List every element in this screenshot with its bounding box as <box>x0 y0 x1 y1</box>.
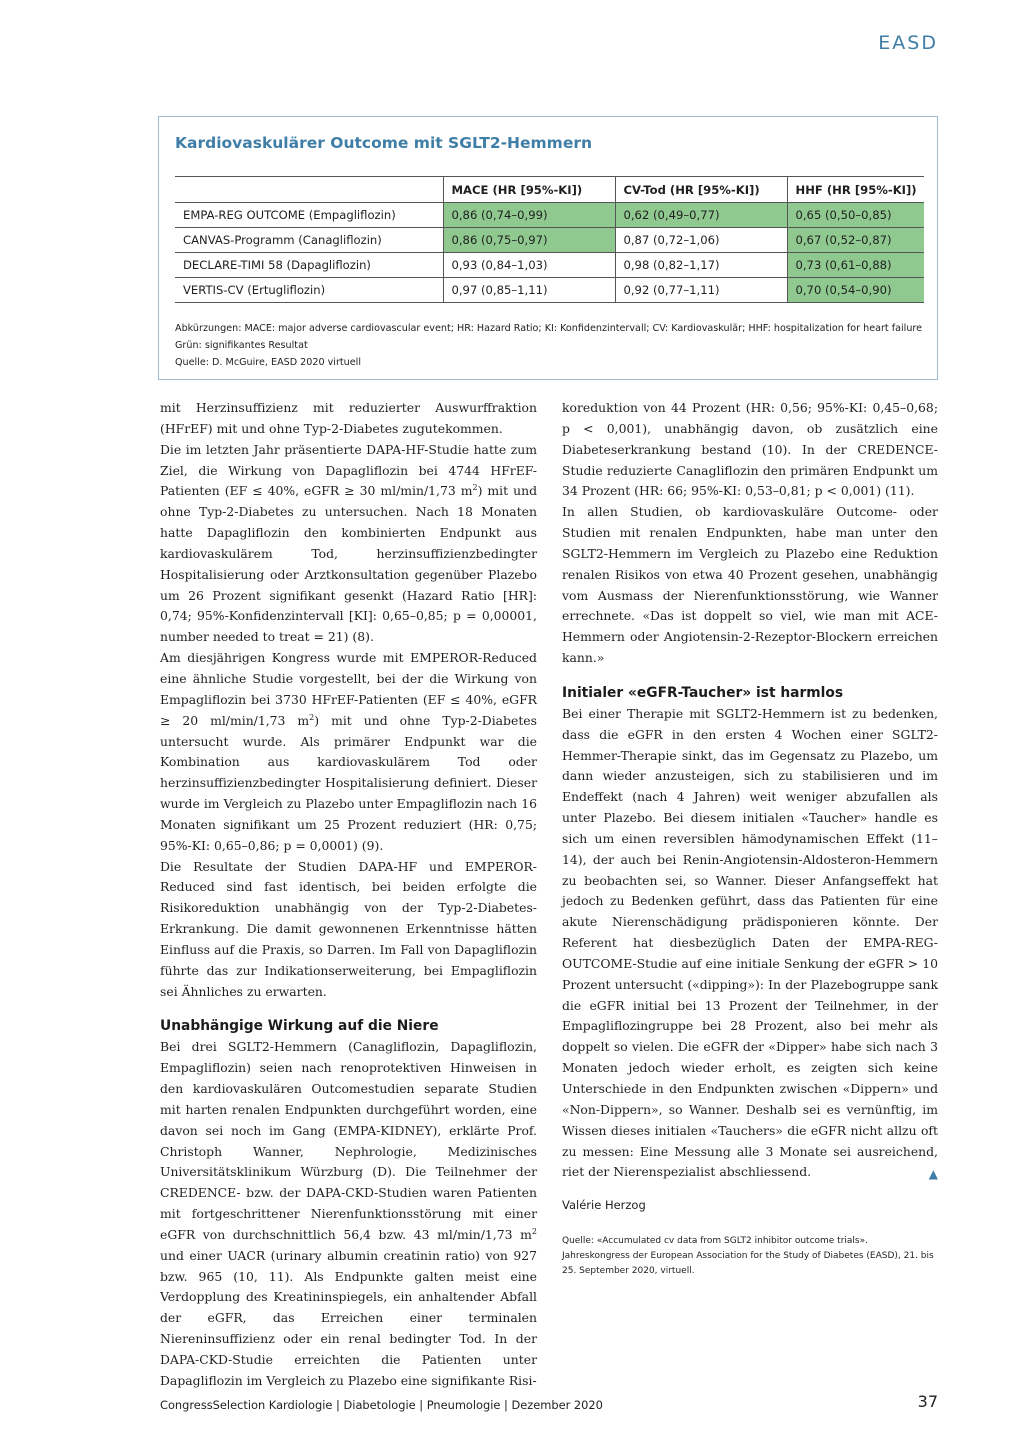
table-box <box>158 116 938 380</box>
paragraph: Bei drei SGLT2-Hemmern (Canagliflozin, Dapagliflozin, Empagliflozin) seien nach renoprotektiven Hinweisen in den kardiovaskulären Outcomestudien separate Studien mit harten renalen Endpunkten durchgeführt worden, eine davon sei noch im Gang (EMPA-KIDNEY), erklärte Prof. Christoph Wanner, Nephrologie, Medizinisches Universitätsklinikum Würzburg (D). Die Teilnehmer der CREDENCE- bzw. der DAPA-CKD-Studien waren Patienten mit fortgeschrittener Nierenfunktionsstörung mit einer eGFR von durchschnittlich 56,4 bzw. 43 ml/min/1,73 $m^2$ und einer UACR (urinary albumin creatinin ratio) von 927 bzw. 965 (10, 11). Als Endpunkte galten meist eine Verdopplung des Kreatininspiegels, ein anhaltender Abfall der eGFR, das Erreichen einer terminalen Niereninsuffizienz oder ein renal bedingter Tod. In der DAPA-CKD-Studie erreichten die Patienten unter Dapagliflozin im Vergleich zu Plazebo eine signifikante Risi- <box>160 1039 537 1388</box>
hhf-cell: 0,67 (0,52–0,87) <box>787 228 924 253</box>
table-row <box>175 228 924 253</box>
author-name: Valérie Herzog <box>562 1198 646 1213</box>
footer-journal: CongressSelection Kardiologie | Diabetologie | Pneumologie | Dezember 2020 <box>160 1398 603 1412</box>
paragraph: Bei einer Therapie mit SGLT2-Hemmern ist zu bedenken, dass die eGFR in den ersten 4 Wochen einer SGLT2-Hemmer-Therapie sinkt, das im Gegensatz zu Plazebo, um dann wieder anzusteigen, sich zu stabilisieren und im Endeffekt (nach 4 Jahren) weit weniger abzufallen als unter Plazebo. Bei diesem initialen «Taucher» handle es sich um einen reversiblen hämodynamischen Effekt (11–14), der auch bei Renin-Angiotensin-Aldosteron-Hemmern zu beobachten sei, so Wanner. Dieser Anfangseffekt hat jedoch zu Bedenken geführt, dass das Patienten für eine akute Nierenschädigung prädisponieren könnte. Der Referent hat diesbezüglich Daten der EMPA-REG-OUTCOME-Studie auf eine initiale Senkung der eGFR > 10 Prozent untersucht («dipping»): In der Plazebogruppe sank die eGFR initial bei 13 Prozent der Teilnehmer, in der Empagliflozingruppe bei 28 Prozent, also bei mehr als doppelt so vielen. Die eGFR der «Dipper» habe sich nach 3 Monaten jedoch wieder erholt, es zeigten sich keine Unterschiede in den Endpunkten zwischen «Dippern» und «Non-Dippern», so Wanner. Deshalb sei es vernünftig, im Wissen dieses initialen «Tauchers» die eGFR nicht allzu oft zu messen: Eine Messung alle 3 Monate sei ausreichend, riet der Nierenspezialist abschliessend. ▲ <box>562 704 938 1183</box>
left-column <box>160 398 537 1392</box>
cv-death-cell: 0,92 (0,77–1,11) <box>615 278 787 303</box>
cv-death-cell: 0,62 (0,49–0,77) <box>615 203 787 228</box>
right-column <box>562 398 938 1279</box>
paragraph: Am diesjährigen Kongress wurde mit EMPEROR-Reduced eine ähnliche Studie vorgestellt, bei der die Wirkung von Empagliflozin bei 3730 HFrEF-Patienten (EF ≤ 40%, eGFR ≥ 20 ml/min/1,73 $m^2$) mit und ohne Typ-2-Diabetes untersucht wurde. Als primärer Endpunkt war die Kombination aus kardiovaskulärem Tod oder herzinsuffizienzbedingter Hospitalisierung definiert. Dieser wurde im Vergleich zu Plazebo unter Empagliflozin nach 16 Monaten signifikant um 25 Prozent reduziert (HR: 0,75; 95%-KI: 0,65–0,86; p = 0,0001) (9). <box>160 650 537 853</box>
table-title: Kardiovaskulärer Outcome mit SGLT2-Hemmern <box>175 134 593 152</box>
end-of-article-triangle-icon: ▲ <box>928 1167 938 1182</box>
section-heading: Unabhängige Wirkung auf die Niere <box>160 1018 439 1035</box>
paragraph: mit Herzinsuffizienz mit reduzierter Auswurffraktion (HFrEF) mit und ohne Typ-2-Diabetes zugutekommen. <box>160 400 537 436</box>
outcome-table <box>175 176 924 303</box>
table-row <box>175 278 924 303</box>
mace-cell: 0,97 (0,85–1,11) <box>443 278 615 303</box>
cv-death-cell: 0,87 (0,72–1,06) <box>615 228 787 253</box>
study-cell: CANVAS-Programm (Canagliflozin) <box>175 228 443 253</box>
paragraph: Die im letzten Jahr präsentierte DAPA-HF-Studie hatte zum Ziel, die Wirkung von Dapagliflozin bei 4744 HFrEF-Patienten (EF ≤ 40%, eGFR ≥ 30 ml/min/1,73 $m^2$) mit und ohne Typ-2-Diabetes zu untersuchen. Nach 18 Monaten hatte Dapagliflozin den kombinierten Endpunkt aus kardiovaskulärem Tod, herzinsuffizienzbedingter Hospitalisierung oder Arztkonsultation gegenüber Plazebo um 26 Prozent signifikant gesenkt (Hazard Ratio [HR]: 0,74; 95%-Konfidenzintervall [KI]: 0,65–0,85; p = 0,00001, number needed to treat = 21) (8). <box>160 441 538 645</box>
column-header: MACE (HR [95%-KI]) <box>443 177 615 203</box>
table-header-row <box>175 177 924 203</box>
study-cell: DECLARE-TIMI 58 (Dapagliflozin) <box>175 253 443 278</box>
cv-death-cell: 0,98 (0,82–1,17) <box>615 253 787 278</box>
paragraph: In allen Studien, ob kardiovaskuläre Outcome- oder Studien mit renalen Endpunkten, habe man unter den SGLT2-Hemmern im Vergleich zu Plazebo eine Reduktion renalen Risikos von etwa 40 Prozent gesehen, unabhängig vom Ausmass der Nierenfunktionsstörung, wie Wanner errechnete. «Das ist doppelt so viel, wie man mit ACE-Hemmern oder Angiotensin-2-Rezeptor-Blockern erreichen kann.» <box>562 504 938 666</box>
table-row <box>175 253 924 278</box>
section-heading: Initialer «eGFR-Taucher» ist harmlos <box>562 684 844 701</box>
page-number: 37 <box>917 1392 938 1411</box>
column-header: HHF (HR [95%-KI]) <box>787 177 924 203</box>
section-tag: EASD <box>878 32 938 54</box>
study-cell: VERTIS-CV (Ertugliflozin) <box>175 278 443 303</box>
mace-cell: 0,86 (0,74–0,99) <box>443 203 615 228</box>
column-header: CV-Tod (HR [95%-KI]) <box>615 177 787 203</box>
table-notes <box>175 320 922 371</box>
hhf-cell: 0,65 (0,50–0,85) <box>787 203 924 228</box>
significance-note: Grün: signifikantes Resultat <box>175 340 308 351</box>
mace-cell: 0,93 (0,84–1,03) <box>443 253 615 278</box>
mace-cell: 0,86 (0,75–0,97) <box>443 228 615 253</box>
table-row <box>175 203 924 228</box>
hhf-cell: 0,73 (0,61–0,88) <box>787 253 924 278</box>
paragraph: koreduktion von 44 Prozent (HR: 0,56; 95%-KI: 0,45–0,68; p < 0,001), unabhängig davon, ob zusätzlich eine Diabeteserkrankung bestand (10). In der CREDENCE-Studie reduzierte Canagliflozin den primären Endpunkt um 34 Prozent (HR: 66; 95%-KI: 0,53–0,81; p < 0,001) (11). <box>562 400 938 499</box>
hhf-cell: 0,70 (0,54–0,90) <box>787 278 924 303</box>
abbreviations-note: Abkürzungen: MACE: major adverse cardiovascular event; HR: Hazard Ratio; KI: Konfidenzintervall; CV: Kardiovaskulär; HHF: hospitalization for heart failure <box>175 323 923 334</box>
study-cell: EMPA-REG OUTCOME (Empagliflozin) <box>175 203 443 228</box>
column-header <box>175 177 443 203</box>
article-source: Quelle: «Accumulated cv data from SGLT2 inhibitor outcome trials». Jahreskongress der European Association for the Study of Diabetes (EASD), 21. bis 25. September 2020, virtuell. <box>562 1236 934 1277</box>
table-source-note: Quelle: D. McGuire, EASD 2020 virtuell <box>175 357 361 368</box>
paragraph: Die Resultate der Studien DAPA-HF und EMPEROR-Reduced sind fast identisch, bei beiden erfolgte die Risikoreduktion unabhängig von der Typ-2-Diabetes-Erkrankung. Die damit gewonnenen Erkenntnisse hätten Einfluss auf die Praxis, so Darren. Im Fall von Dapagliflozin führte das zur Indikationserweiterung, bei Empagliflozin sei Ähnliches zu erwarten. <box>160 858 537 999</box>
